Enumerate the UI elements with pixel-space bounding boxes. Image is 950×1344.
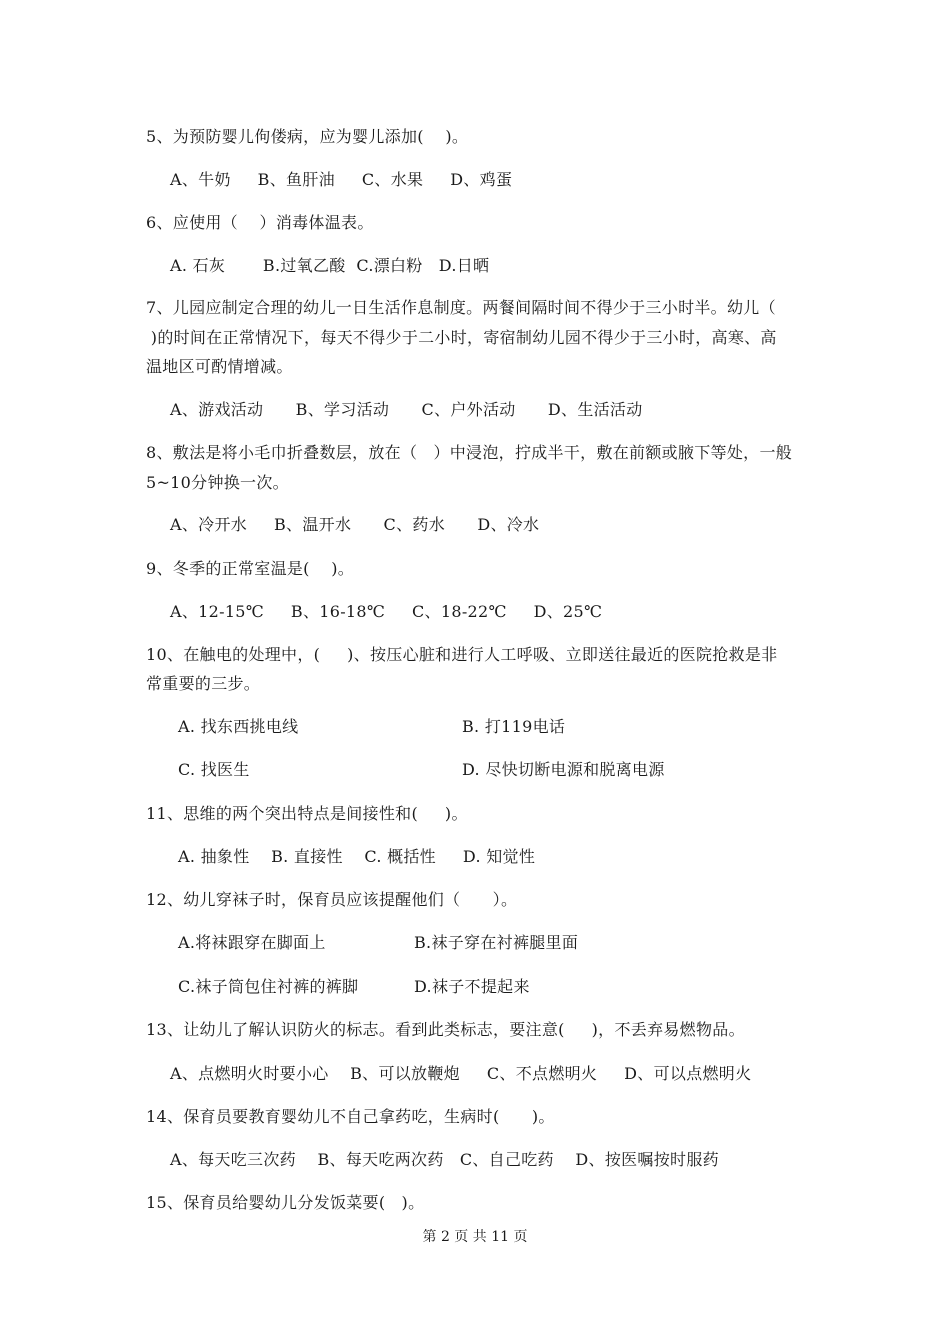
question-6-options: A. 石灰 B.过氧乙酸 C.漂白粉 D.日晒 [170, 256, 490, 275]
question-12-option-d: D.袜子不提起来 [414, 977, 530, 996]
question-10-option-b: B. 打119电话 [462, 717, 566, 736]
question-11-options: A. 抽象性 B. 直接性 C. 概括性 D. 知觉性 [178, 847, 536, 866]
question-7-options: A、游戏活动 B、学习活动 C、户外活动 D、生活活动 [170, 400, 643, 419]
question-14-options: A、每天吃三次药 B、每天吃两次药 C、自己吃药 D、按医嘱按时服药 [170, 1150, 719, 1169]
question-9-stem: 9、冬季的正常室温是( )。 [146, 559, 355, 578]
question-7-stem-line-1: 7、儿园应制定合理的幼儿一日生活作息制度。两餐间隔时间不得少于三小时半。幼儿（ [146, 298, 776, 317]
question-12-option-b: B.袜子穿在衬裤腿里面 [414, 933, 579, 952]
question-13-stem: 13、让幼儿了解认识防火的标志。看到此类标志，要注意( )，不丢弃易燃物品。 [146, 1020, 745, 1039]
question-8-options: A、冷开水 B、温开水 C、药水 D、冷水 [170, 515, 540, 534]
question-5-stem: 5、为预防婴儿佝偻病，应为婴儿添加( )。 [146, 127, 469, 146]
question-10-option-a: A. 找东西挑电线 [178, 717, 299, 736]
question-14-stem: 14、保育员要教育婴幼儿不自己拿药吃，生病时( )。 [146, 1107, 555, 1126]
question-10-option-c: C. 找医生 [178, 760, 250, 779]
question-13-options: A、点燃明火时要小心 B、可以放鞭炮 C、不点燃明火 D、可以点燃明火 [170, 1064, 752, 1083]
question-12-stem: 12、幼儿穿袜子时，保育员应该提醒他们（ ）。 [146, 890, 518, 909]
question-10-stem-line-2: 常重要的三步。 [146, 674, 261, 693]
question-7-stem-line-2: )的时间在正常情况下，每天不得少于二小时，寄宿制幼儿园不得少于三小时，高寒、高 [140, 328, 777, 347]
question-12-option-c: C.袜子筒包住衬裤的裤脚 [178, 977, 359, 996]
question-5-options: A、牛奶 B、鱼肝油 C、水果 D、鸡蛋 [170, 170, 513, 189]
question-12-option-a: A.将袜跟穿在脚面上 [178, 933, 326, 952]
page-number-footer: 第 2 页 共 11 页 [422, 1229, 528, 1245]
question-10-stem-line-1: 10、在触电的处理中，( )、按压心脏和进行人工呼吸、立即送往最近的医院抢救是非 [146, 645, 778, 664]
question-11-stem: 11、思维的两个突出特点是间接性和( )。 [146, 804, 468, 823]
question-15-stem: 15、保育员给婴幼儿分发饭菜要( )。 [146, 1193, 425, 1212]
question-6-stem: 6、应使用（ ）消毒体温表。 [146, 213, 374, 232]
question-10-option-d: D. 尽快切断电源和脱离电源 [462, 760, 665, 779]
question-7-stem-line-3: 温地区可酌情增减。 [146, 357, 293, 376]
question-8-stem-line-2: 5~10分钟换一次。 [146, 473, 289, 492]
question-9-options: A、12-15℃ B、16-18℃ C、18-22℃ D、25℃ [170, 602, 603, 621]
question-8-stem-line-1: 8、敷法是将小毛巾折叠数层，放在（ ）中浸泡，拧成半干，敷在前额或腋下等处，一般 [146, 443, 793, 462]
